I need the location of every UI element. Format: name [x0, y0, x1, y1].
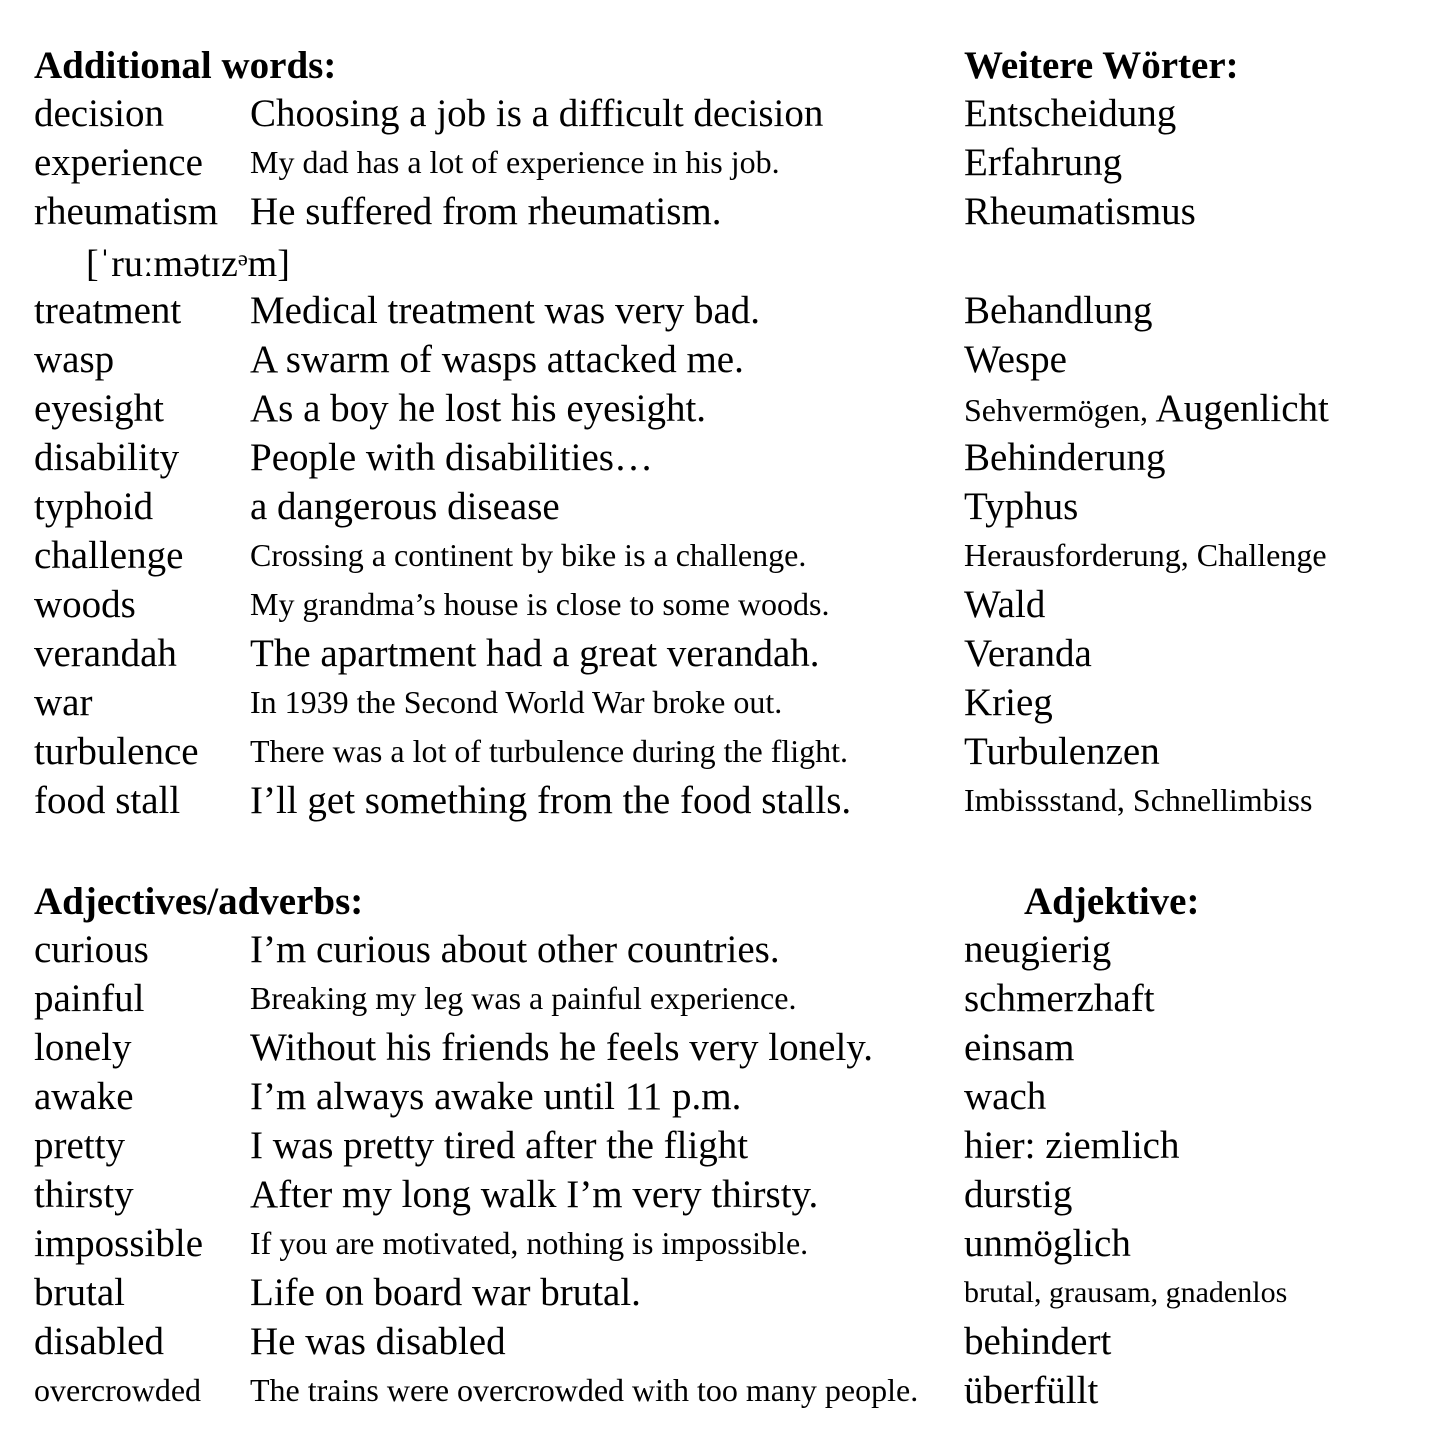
german-translation: Veranda	[964, 632, 1092, 675]
example-sentence: I was pretty tired after the flight	[250, 1124, 749, 1167]
german-translation: hier: ziemlich	[964, 1124, 1180, 1167]
german-translation: Rheumatismus	[964, 190, 1196, 233]
german-translation: behindert	[964, 1320, 1112, 1363]
vocab-row-turbulence	[0, 727, 1430, 776]
english-word: challenge	[34, 534, 184, 577]
vocab-row-rheumatism	[0, 187, 1430, 236]
vocab-row-war	[0, 678, 1430, 727]
vocab-row-overcrowded	[0, 1366, 1430, 1415]
section1-heading-german: Weitere Wörter:	[964, 44, 1239, 87]
english-word: decision	[34, 92, 164, 135]
vocab-row-woods	[0, 580, 1430, 629]
english-word: treatment	[34, 289, 182, 332]
german-translation: Erfahrung	[964, 141, 1123, 184]
english-word: thirsty	[34, 1173, 134, 1216]
vocab-row-curious	[0, 925, 1430, 974]
example-sentence: Medical treatment was very bad.	[250, 289, 761, 332]
german-translation: Behandlung	[964, 289, 1153, 332]
vocab-row-typhoid	[0, 482, 1430, 531]
german-translation: neugierig	[964, 928, 1112, 971]
example-sentence: If you are motivated, nothing is impossible.	[250, 1225, 809, 1261]
vocab-row-impossible	[0, 1219, 1430, 1268]
vocab-row-experience	[0, 138, 1430, 187]
english-word: rheumatism	[34, 190, 219, 233]
vocab-row-food-stall	[0, 776, 1430, 825]
german-translation: Krieg	[964, 681, 1053, 724]
english-word: disabled	[34, 1320, 164, 1363]
german-translation: Wald	[964, 583, 1046, 626]
vocab-row-eyesight	[0, 384, 1430, 433]
section2-heading-english: Adjectives/adverbs:	[34, 880, 364, 923]
english-word: turbulence	[34, 730, 199, 773]
example-sentence: Without his friends he feels very lonely.	[250, 1026, 873, 1069]
german-translation: durstig	[964, 1173, 1073, 1216]
english-word: impossible	[34, 1222, 204, 1265]
example-sentence: There was a lot of turbulence during the flight.	[250, 733, 849, 769]
german-translation	[964, 384, 1329, 433]
english-word: experience	[34, 141, 203, 184]
english-word: curious	[34, 928, 149, 971]
example-sentence: A swarm of wasps attacked me.	[250, 338, 744, 381]
english-word: typhoid	[34, 485, 154, 528]
english-word: food stall	[34, 779, 181, 822]
german-translation: Imbissstand, Schnellimbiss	[964, 782, 1313, 818]
german-translation: Wespe	[964, 338, 1067, 381]
example-sentence: I’m always awake until 11 p.m.	[250, 1075, 742, 1118]
example-sentence: My dad has a lot of experience in his job.	[250, 144, 780, 180]
example-sentence: He suffered from rheumatism.	[250, 190, 722, 233]
english-word: painful	[34, 977, 145, 1020]
vocab-row-brutal	[0, 1268, 1430, 1317]
example-sentence: He was disabled	[250, 1320, 506, 1363]
vocab-row-decision	[0, 89, 1430, 138]
example-sentence: In 1939 the Second World War broke out.	[250, 684, 783, 720]
vocab-row-thirsty	[0, 1170, 1430, 1219]
german-translation: überfüllt	[964, 1369, 1099, 1412]
vocab-row-wasp	[0, 335, 1430, 384]
example-sentence: As a boy he lost his eyesight.	[250, 387, 707, 430]
english-word: woods	[34, 583, 136, 626]
vocab-row-pretty	[0, 1121, 1430, 1170]
german-translation: Turbulenzen	[964, 730, 1160, 773]
example-sentence: Crossing a continent by bike is a challenge.	[250, 537, 807, 573]
english-word: pretty	[34, 1124, 125, 1167]
german-translation: Herausforderung, Challenge	[964, 537, 1327, 573]
vocab-row-challenge	[0, 531, 1430, 580]
vocab-row-painful	[0, 974, 1430, 1023]
section2-heading-german: Adjektive:	[1024, 880, 1200, 923]
example-sentence: I’ll get something from the food stalls.	[250, 779, 852, 822]
english-word: disability	[34, 436, 180, 479]
vocab-row-disability	[0, 433, 1430, 482]
english-word: war	[34, 681, 93, 724]
example-sentence: a dangerous disease	[250, 485, 560, 528]
example-sentence: People with disabilities…	[250, 436, 653, 479]
example-sentence: After my long walk I’m very thirsty.	[250, 1173, 819, 1216]
vocab-row-verandah	[0, 629, 1430, 678]
german-translation: unmöglich	[964, 1222, 1131, 1265]
german-translation: Entscheidung	[964, 92, 1177, 135]
german-translation-part: Sehvermögen,	[964, 392, 1148, 428]
german-translation: wach	[964, 1075, 1047, 1118]
german-translation: Behinderung	[964, 436, 1166, 479]
german-translation: schmerzhaft	[964, 977, 1155, 1020]
german-translation: einsam	[964, 1026, 1075, 1069]
example-sentence: Choosing a job is a difficult decision	[250, 92, 824, 135]
pronunciation-rheumatism: [ˈruːmətɪzᵊm]	[86, 243, 290, 285]
german-translation: Typhus	[964, 485, 1079, 528]
example-sentence: Life on board war brutal.	[250, 1271, 641, 1314]
german-translation-extra: Augenlicht	[1147, 387, 1329, 430]
english-word: awake	[34, 1075, 134, 1118]
example-sentence: The apartment had a great verandah.	[250, 632, 820, 675]
german-translation: brutal, grausam, gnadenlos	[964, 1276, 1288, 1309]
vocab-row-awake	[0, 1072, 1430, 1121]
english-word: overcrowded	[34, 1372, 202, 1408]
english-word: wasp	[34, 338, 115, 381]
vocab-row-lonely	[0, 1023, 1430, 1072]
english-word: verandah	[34, 632, 177, 675]
example-sentence: I’m curious about other countries.	[250, 928, 780, 971]
vocab-row-treatment	[0, 286, 1430, 335]
example-sentence: My grandma’s house is close to some woods.	[250, 586, 830, 622]
vocab-row-disabled	[0, 1317, 1430, 1366]
english-word: eyesight	[34, 387, 164, 430]
example-sentence: The trains were overcrowded with too many people.	[250, 1372, 919, 1408]
english-word: lonely	[34, 1026, 132, 1069]
example-sentence: Breaking my leg was a painful experience.	[250, 980, 797, 1016]
section1-heading-english: Additional words:	[34, 44, 337, 87]
english-word: brutal	[34, 1271, 125, 1314]
